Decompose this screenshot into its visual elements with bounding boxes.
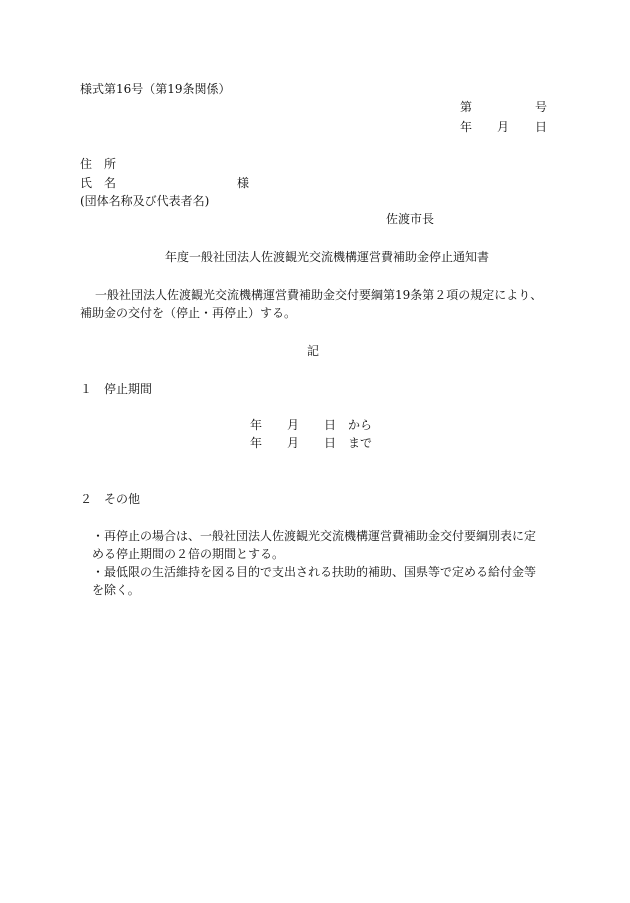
section2-heading: ２ その他 xyxy=(80,492,141,506)
bullet-2-line-2: を除く。 xyxy=(92,583,140,597)
date-day: 日 xyxy=(535,120,548,134)
number-suffix: 号 xyxy=(535,100,548,114)
body-line-1: 一般社団法人佐渡観光交流機構運営費補助金交付要綱第19条第２項の規定により、 xyxy=(95,288,543,302)
to-suffix: まで xyxy=(348,436,373,450)
section1-heading: １ 停止期間 xyxy=(80,382,153,396)
document-title: 年度一般社団法人佐渡観光交流機構運営費補助金停止通知書 xyxy=(165,250,490,264)
name-label: 氏 名 xyxy=(80,176,117,190)
from-year: 年 xyxy=(250,418,263,432)
from-suffix: から xyxy=(348,418,373,432)
to-year: 年 xyxy=(250,436,263,450)
ki-marker: 記 xyxy=(307,344,320,358)
bullet-1-line-1: ・再停止の場合は、一般社団法人佐渡観光交流機構運営費補助金交付要綱別表に定 xyxy=(92,529,537,543)
issuer: 佐渡市長 xyxy=(386,212,435,226)
from-day: 日 xyxy=(324,418,337,432)
body-line-2: 補助金の交付を（停止・再停止）する。 xyxy=(80,306,297,320)
address-label: 住 所 xyxy=(80,157,117,171)
date-year: 年 xyxy=(460,120,473,134)
to-month: 月 xyxy=(287,436,300,450)
form-label: 様式第16号（第19条関係） xyxy=(80,82,231,96)
organization-note: (団体名称及び代表者名) xyxy=(80,194,210,208)
number-prefix: 第 xyxy=(460,100,473,114)
from-month: 月 xyxy=(287,418,300,432)
bullet-2-line-1: ・最低限の生活維持を図る目的で支出される扶助的補助、国県等で定める給付金等 xyxy=(92,565,537,579)
bullet-1-line-2: める停止期間の２倍の期間とする。 xyxy=(92,547,285,561)
to-day: 日 xyxy=(324,436,337,450)
honorific: 様 xyxy=(237,176,250,190)
date-month: 月 xyxy=(497,120,510,134)
